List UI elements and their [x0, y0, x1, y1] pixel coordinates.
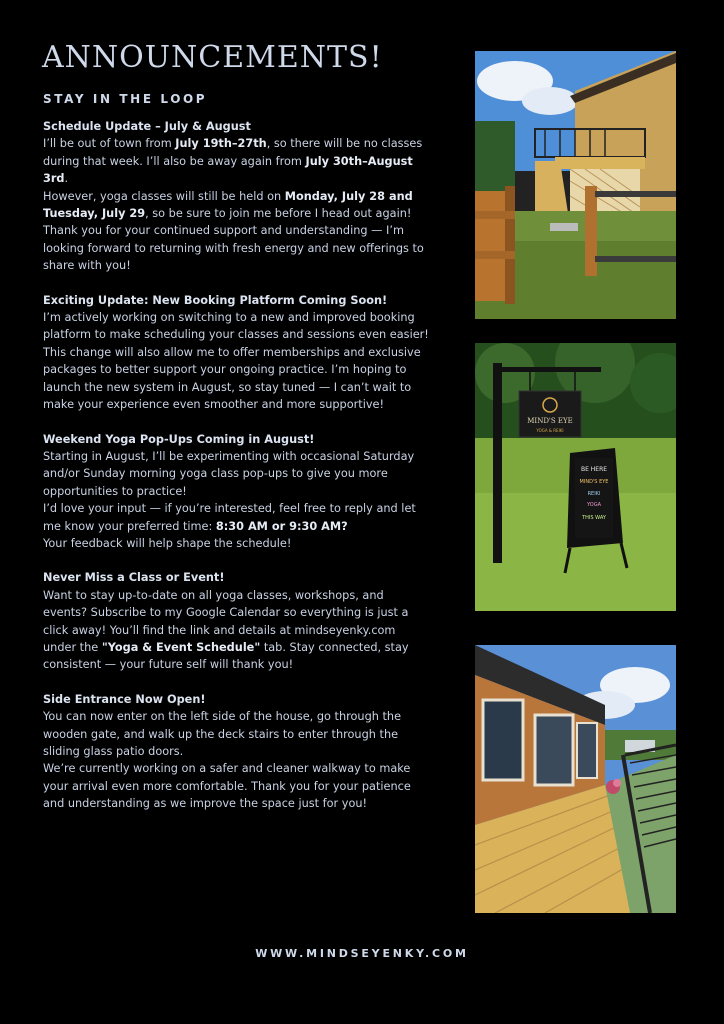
weekend-popups-paragraph-2: I’d love your input — if you’re interested, feel free to reply and let me know your preferred time: 8:30 AM or 9:30 AM?	[43, 502, 416, 533]
aframe-line-1: BE HERE	[580, 466, 608, 473]
weekend-popups-paragraph-1: Starting in August, I’ll be experimenting with occasional Saturday and/or Sunday morning yoga class pop-ups to give you more opportunities to practice!	[43, 449, 415, 498]
schedule-update-paragraph-1: I’ll be out of town from July 19th–27th, so there will be no classes during that week. I’ll also be away again from July 30th–August 3rd.	[43, 137, 423, 186]
page-title: ANNOUNCEMENTS!	[42, 40, 383, 75]
side-entrance-paragraph-2: We’re currently working on a safer and cleaner walkway to make your arrival even more comfortable. Thank you for your patience and understanding as we improve the space just for you!	[43, 762, 411, 811]
weekend-popups-heading: Weekend Yoga Pop-Ups Coming in August!	[43, 432, 315, 446]
aframe-line-5: THIS WAY	[582, 515, 606, 521]
booking-platform-paragraph: I’m actively working on switching to a new and improved booking platform to make scheduling your classes and sessions even easier! This change will also allow me to offer memberships and exclusive packages to better support your ongoing practice. I’m hoping to launch the new system in August, so stay tuned — I can’t wait to make your experience even smoother and more supportive!	[43, 311, 429, 412]
side-deck-photo	[475, 645, 676, 913]
aframe-line-4: YOGA	[586, 502, 602, 508]
website-url: WWW.MINDSEYENKY.COM	[255, 947, 469, 960]
aframe-line-2: MIND'S EYE	[579, 479, 609, 485]
weekend-popups-paragraph-3: Your feedback will help shape the schedule!	[43, 536, 292, 550]
side-entrance-paragraph-1: You can now enter on the left side of the house, go through the wooden gate, and walk up the deck stairs to enter through the sliding glass patio doors.	[43, 710, 402, 758]
page-subtitle: STAY IN THE LOOP	[43, 92, 208, 106]
aframe-line-3: REIKI	[587, 491, 601, 497]
house-deck-photo	[475, 51, 676, 319]
calendar-section	[43, 569, 431, 673]
hanging-sign-top: MIND'S EYE	[527, 417, 573, 425]
booking-platform-heading: Exciting Update: New Booking Platform Coming Soon!	[43, 293, 388, 307]
calendar-paragraph: Want to stay up-to-date on all yoga classes, workshops, and events? Subscribe to my Google Calendar so everything is just a click away! You’ll find the link and details at mindseyenky.com under the "Yoga & Event Schedule" tab. Stay connected, stay consistent — your future self will thank you!	[43, 588, 409, 672]
schedule-update-section	[43, 118, 431, 275]
schedule-update-heading: Schedule Update – July & August	[43, 120, 251, 133]
weekend-popups-section	[43, 431, 431, 553]
hanging-sign-bottom: YOGA & REIKI	[536, 428, 564, 433]
side-entrance-heading: Side Entrance Now Open!	[43, 692, 206, 706]
yard-signs-photo	[475, 343, 676, 611]
calendar-heading: Never Miss a Class or Event!	[43, 571, 225, 585]
announcements-column	[43, 118, 431, 830]
side-entrance-section	[43, 691, 431, 813]
schedule-update-paragraph-3: Thank you for your continued support and understanding — I’m looking forward to returning with fresh energy and new offerings to share with you!	[43, 224, 424, 273]
booking-platform-section	[43, 292, 431, 414]
schedule-update-paragraph-2: However, yoga classes will still be held on Monday, July 28 and Tuesday, July 29, so be sure to join me before I head out again!	[43, 189, 413, 221]
